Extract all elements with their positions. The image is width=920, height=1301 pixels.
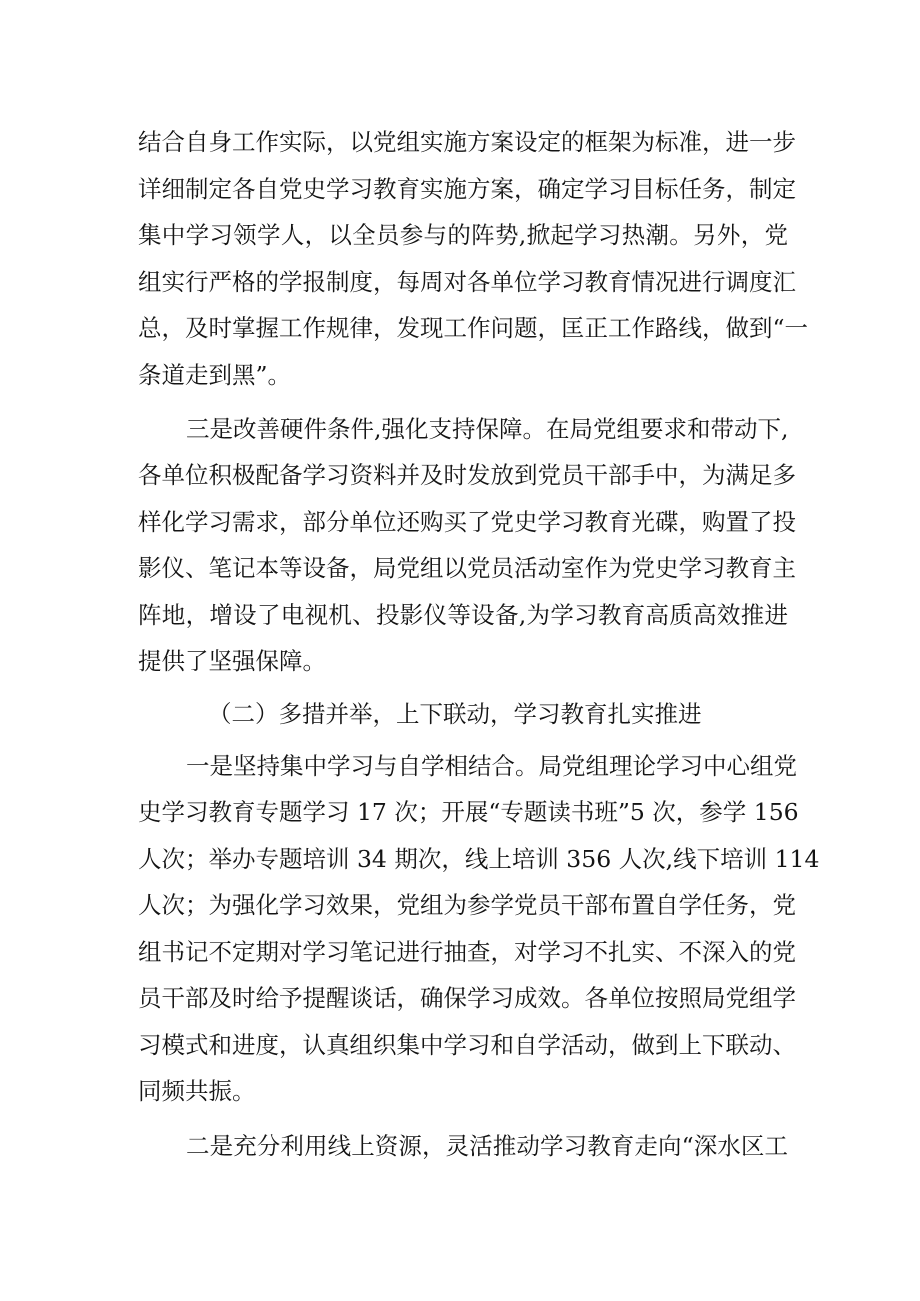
text-line: 人次；举办专题培训 34 期次，线上培训 356 人次,线下培训 114 — [138, 845, 820, 873]
text-line: 详细制定各自党史学习教育实施方案，确定学习目标任务，制定 — [138, 175, 796, 203]
text-line: 结合自身工作实际，以党组实施方案设定的框架为标准，进一步 — [138, 128, 796, 156]
text-line: 提供了坚强保障。 — [138, 647, 326, 675]
text-line: 影仪、笔记本等设备，局党组以党员活动室作为党史学习教育主 — [138, 554, 796, 582]
section-heading: （二）多措并举，上下联动，学习教育扎实推进 — [208, 700, 702, 728]
text-line: 组书记不定期对学习笔记进行抽查，对学习不扎实、不深入的党 — [138, 938, 796, 966]
paragraph-start-line: 二是充分利用线上资源，灵活推动学习教育走向“深水区工 — [186, 1132, 788, 1160]
text-line: 习模式和进度，认真组织集中学习和自学活动，做到上下联动、 — [138, 1031, 796, 1059]
text-line: 样化学习需求，部分单位还购买了党史学习教育光碟，购置了投 — [138, 508, 796, 536]
text-line: 条道走到黑”。 — [138, 361, 292, 389]
text-line: 总，及时掌握工作规律，发现工作问题，匡正工作路线，做到“一 — [138, 314, 809, 342]
text-line: 阵地，增设了电视机、投影仪等设备,为学习教育高质高效推进 — [138, 601, 788, 629]
text-line: 集中学习领学人，以全员参与的阵势,掀起学习热潮。另外，党 — [138, 221, 788, 249]
text-line: 同频共振。 — [138, 1077, 256, 1105]
text-line: 员干部及时给予提醒谈话，确保学习成效。各单位按照局党组学 — [138, 984, 796, 1012]
text-line: 组实行严格的学报制度，每周对各单位学习教育情况进行调度汇 — [138, 268, 796, 296]
paragraph-start-line: 一是坚持集中学习与自学相结合。局党组理论学习中心组党 — [186, 752, 797, 780]
text-line: 各单位积极配备学习资料并及时发放到党员干部手中，为满足多 — [138, 461, 796, 489]
text-line: 史学习教育专题学习 17 次；开展“专题读书班”5 次，参学 156 — [138, 798, 799, 826]
paragraph-start-line: 三是改善硬件条件,强化支持保障。在局党组要求和带动下, — [186, 415, 789, 443]
text-line: 人次；为强化学习效果，党组为参学党员干部布置自学任务，党 — [138, 891, 796, 919]
